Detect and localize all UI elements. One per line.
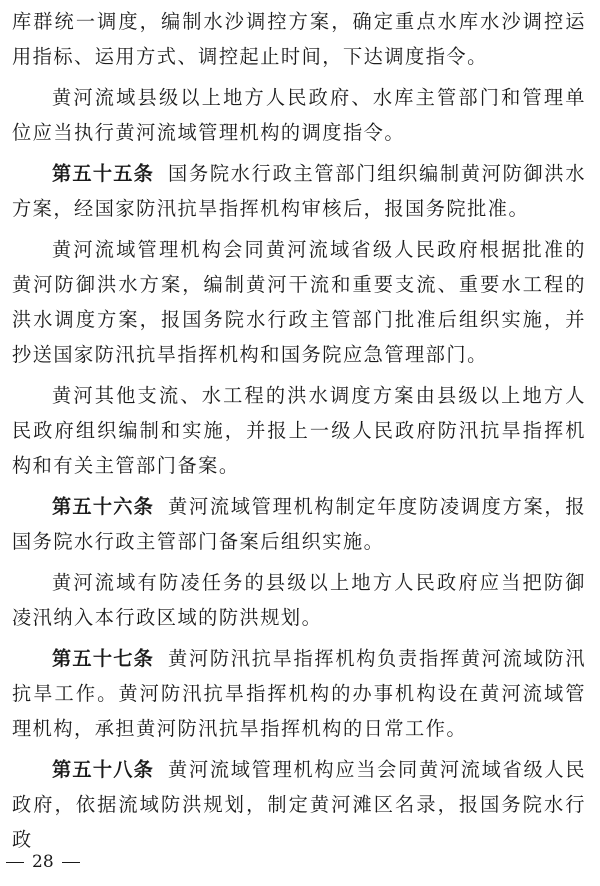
- article-number: 第五十五条: [52, 162, 155, 185]
- article-number: 第五十七条: [52, 647, 155, 670]
- article-56: [12, 489, 586, 559]
- paragraph-text: 黄河防汛抗旱指挥机构负责指挥黄河流域防汛抗旱工作。黄河防汛抗旱指挥机构的办事机构设在黄河流域管理机构，承担黄河防汛抗旱指挥机构的日常工作。: [12, 647, 587, 740]
- paragraph-text: 库群统一调度，编制水沙调控方案，确定重点水库水沙调控运用指标、运用方式、调控起止时间，下达调度指令。: [12, 10, 586, 68]
- page-footer: [6, 850, 80, 874]
- paragraph-text: 黄河流域管理机构会同黄河流域省级人民政府根据批准的黄河防御洪水方案，编制黄河干流和重要支流、重要水工程的洪水调度方案，报国务院水行政主管部门批准后组织实施，并抄送国家防汛抗旱指挥机构和国务院应急管理部门。: [12, 238, 586, 366]
- paragraph-text: 黄河流域有防凌任务的县级以上地方人民政府应当把防御凌汛纳入本行政区域的防洪规划。: [12, 571, 586, 629]
- article-55: [12, 156, 586, 226]
- article-number: 第五十六条: [52, 495, 155, 518]
- article-number: 第五十八条: [52, 758, 155, 781]
- footer-dash-left: [6, 862, 24, 863]
- paragraph: [12, 80, 586, 150]
- paragraph: [12, 565, 586, 635]
- paragraph-text: 黄河流域管理机构应当会同黄河流域省级人民政府，依据流域防洪规划，制定黄河滩区名录，报国务院水行政: [12, 758, 587, 851]
- paragraph-text: 黄河流域管理机构制定年度防凌调度方案，报国务院水行政主管部门备案后组织实施。: [12, 495, 587, 553]
- paragraph-continuation: [12, 4, 586, 74]
- page-number: 28: [32, 852, 54, 872]
- law-text-body: [12, 4, 586, 857]
- paragraph: [12, 232, 586, 372]
- paragraph-text: 黄河流域县级以上地方人民政府、水库主管部门和管理单位应当执行黄河流域管理机构的调度指令。: [12, 86, 586, 144]
- paragraph-text: 黄河其他支流、水工程的洪水调度方案由县级以上地方人民政府组织编制和实施，并报上一级人民政府防汛抗旱指挥机构和有关主管部门备案。: [12, 384, 586, 477]
- paragraph-text: 国务院水行政主管部门组织编制黄河防御洪水方案，经国家防汛抗旱指挥机构审核后，报国务院批准。: [12, 162, 587, 220]
- article-57: [12, 641, 586, 746]
- article-58: [12, 752, 586, 857]
- paragraph: [12, 378, 586, 483]
- footer-dash-right: [62, 862, 80, 863]
